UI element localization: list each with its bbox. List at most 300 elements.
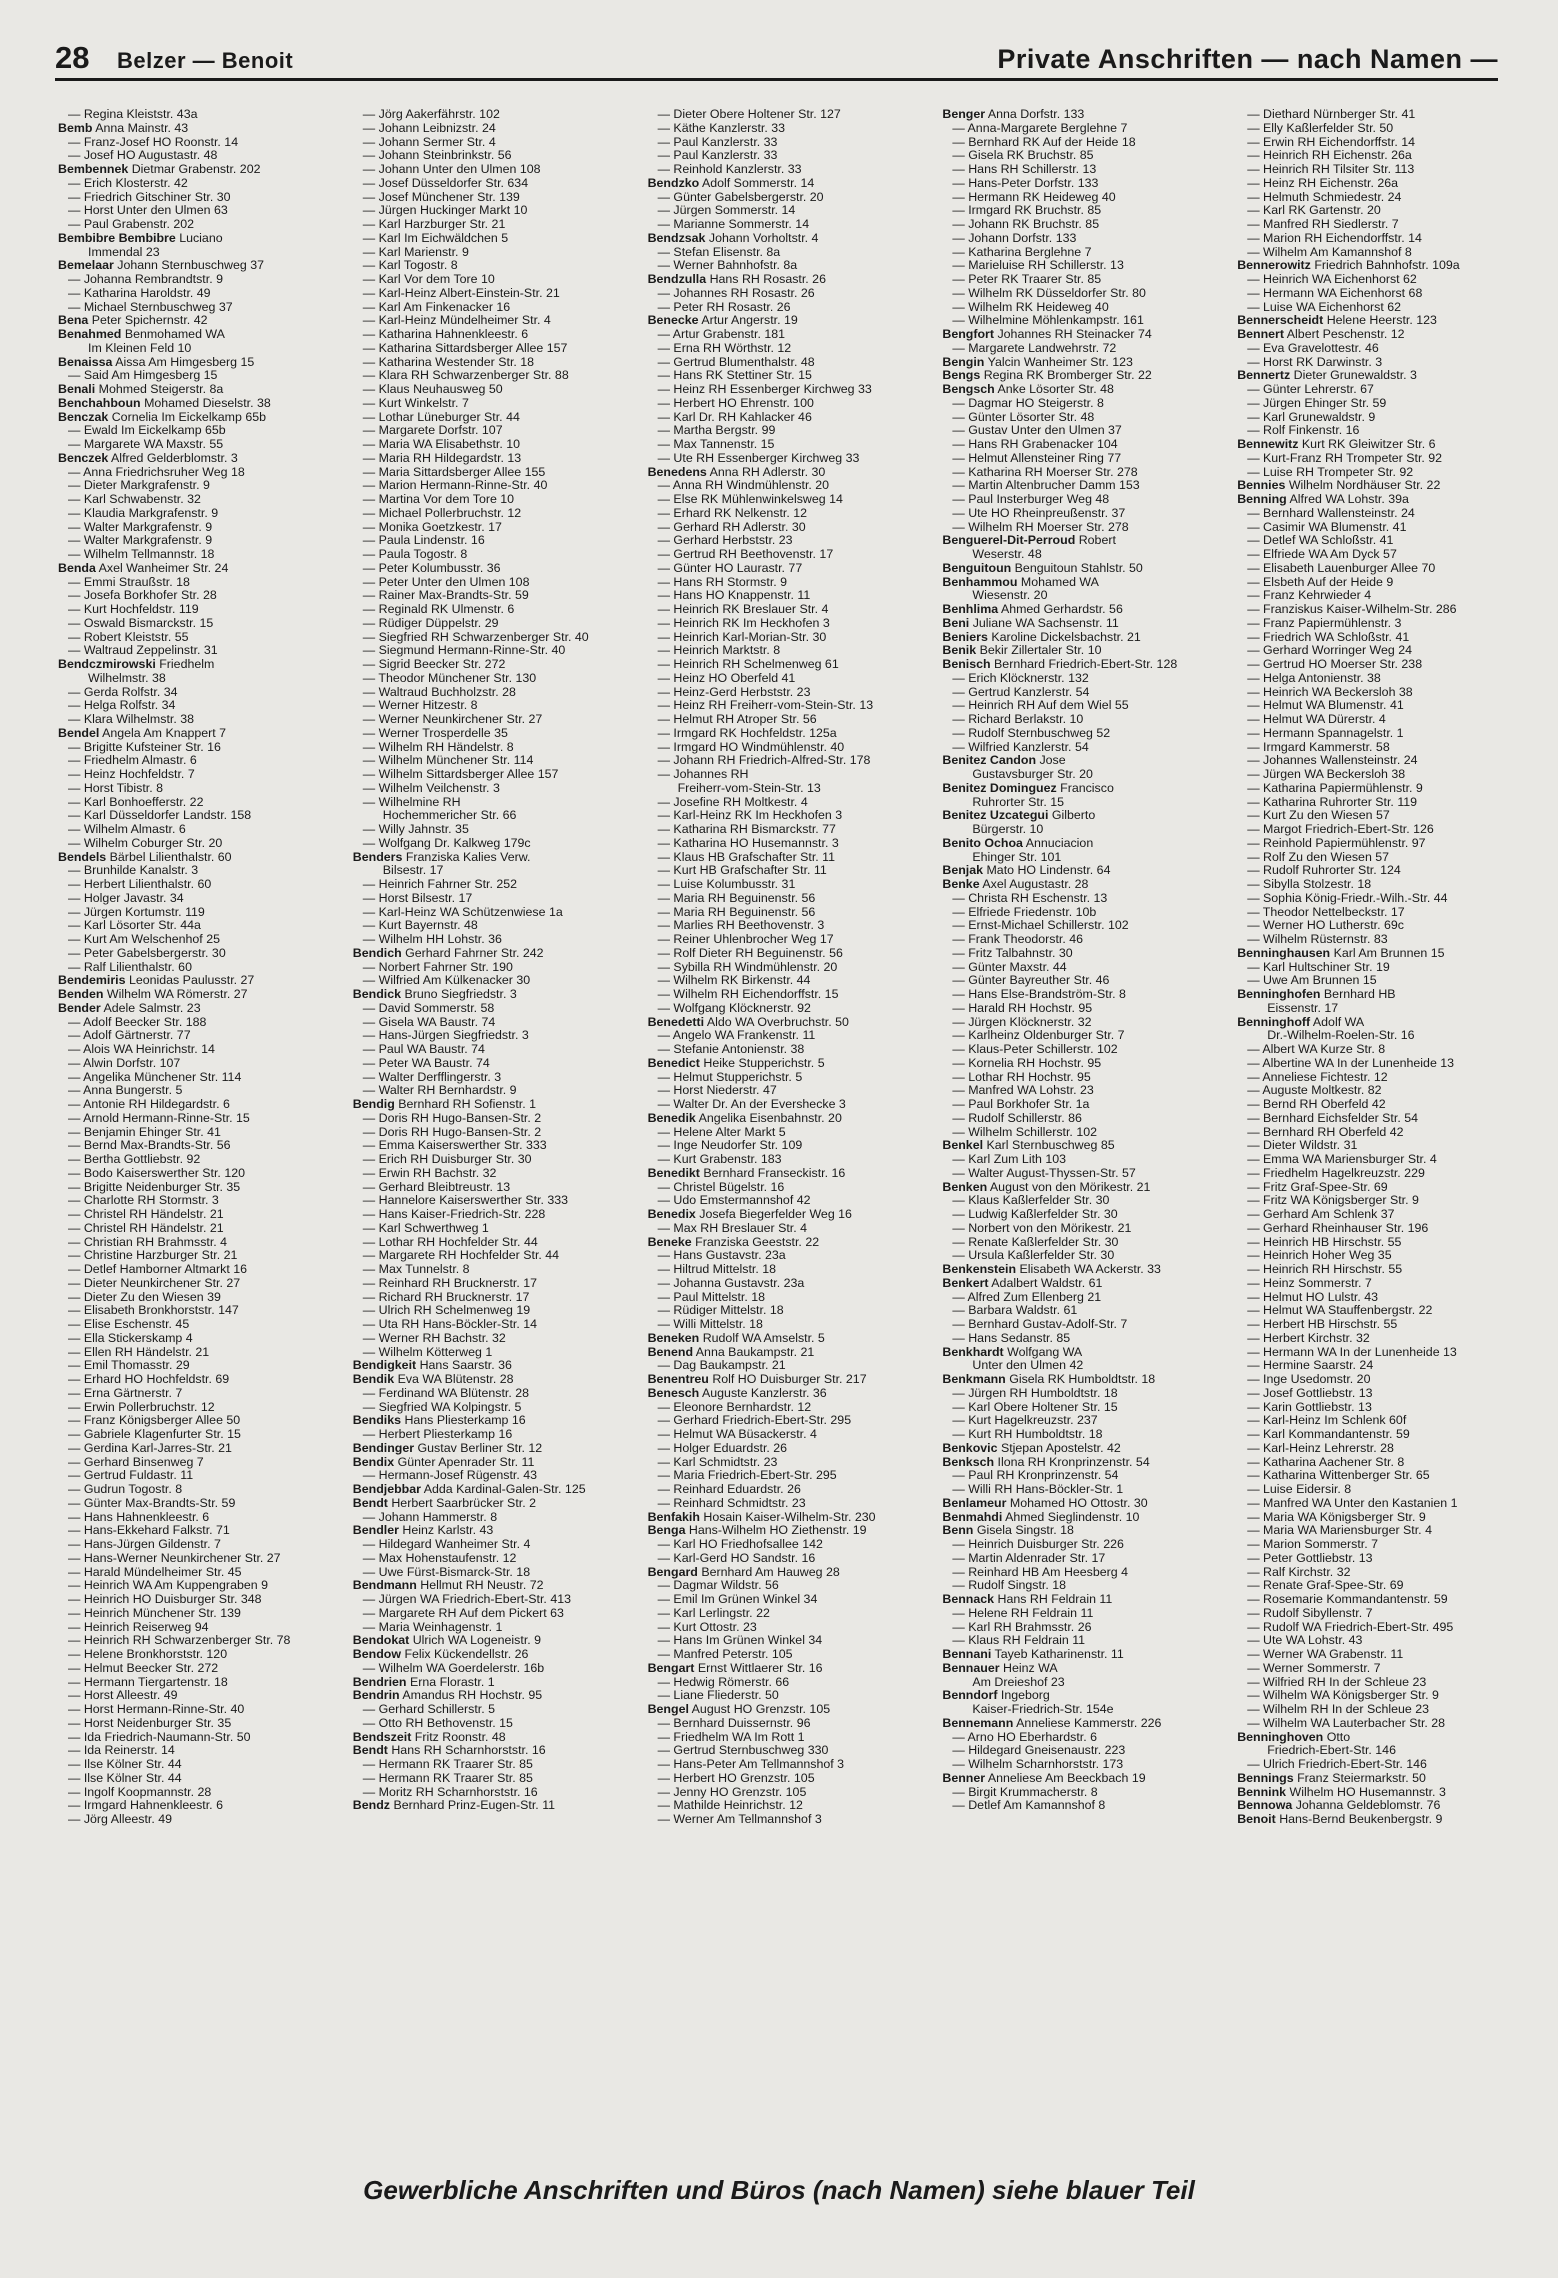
surname-entry	[648, 1236, 929, 1250]
listing-entry: — Werner Am Tellmannshof 3	[657, 1813, 822, 1826]
listing-entry: — Heinz RH Freiherr-vom-Stein-Str. 13	[657, 699, 874, 713]
listing-entry: — Horst Hermann-Rinne-Str. 40	[68, 1703, 245, 1716]
listing-detail: Gisela Singstr. 18	[976, 1524, 1074, 1538]
listing-entry: — Käthe Kanzlerstr. 33	[657, 121, 786, 135]
listing-entry: — Johann RK Bruchstr. 85	[952, 218, 1100, 231]
surname-entry	[942, 1181, 1223, 1195]
listing-entry: — Katharina RH Bismarckstr. 77	[657, 823, 836, 836]
listing-detail: Aissa Am Himgesberg 15	[115, 355, 255, 369]
surname-entry	[58, 411, 339, 425]
listing-entry: — Katharina Aachener Str. 8	[1247, 1455, 1405, 1469]
listing-entry: — Wilhelm WA Lauterbacher Str. 28	[1247, 1716, 1446, 1730]
listing-entry: — Gerhard Bleibtreustr. 13	[362, 1180, 511, 1194]
listing-entry: — Moritz RH Scharnhorststr. 16	[362, 1785, 538, 1799]
surname: Benkhardt	[942, 1345, 1004, 1359]
listing-entry: — Heinz RH Essenberger Kirchweg 33	[657, 383, 872, 396]
listing-entry: — Heinrich RK Breslauer Str. 4	[657, 603, 829, 616]
listing-entry: — Marieluise RH Schillerstr. 13	[952, 259, 1124, 273]
listing-detail: Anneliese Am Beeckbach 19	[987, 1771, 1146, 1785]
listing-entry: — Katharina HO Husemannstr. 3	[657, 836, 839, 850]
listing-detail: Benguitoun Stahlstr. 50	[1014, 561, 1143, 575]
listing-entry: — Heinrich Marktstr. 8	[657, 644, 781, 658]
listing-entry: — Günter Max-Brandts-Str. 59	[68, 1496, 236, 1510]
listing-entry: — Erich RH Duisburger Str. 30	[362, 1153, 532, 1166]
listing-entry: — Elfriede Friedenstr. 10b	[952, 905, 1097, 919]
directory-column-2	[353, 108, 634, 2143]
listing-entry: — Johann Hammerstr. 8	[362, 1510, 498, 1524]
directory-columns	[58, 108, 1518, 2143]
surname-entry	[648, 314, 929, 328]
listing-entry: — Manfred WA Lohstr. 23	[952, 1084, 1094, 1098]
listing-entry: — Detlef WA Schloßstr. 41	[1247, 534, 1394, 548]
listing-entry: — Wilhelm Sittardsberger Allee 157	[362, 768, 559, 781]
surname: Bennertz	[1237, 369, 1291, 383]
listing-entry: — Wilhelm WA Königsberger Str. 9	[1247, 1689, 1439, 1703]
surname-entry	[353, 1634, 634, 1648]
listing-entry: — Otto RH Bethovenstr. 15	[362, 1716, 513, 1730]
listing-entry: — Hermann WA In der Lunenheide 13	[1247, 1345, 1457, 1359]
surname-entry	[942, 644, 1223, 658]
surname-entry	[942, 356, 1223, 370]
listing-detail: Mohamed WA	[1020, 575, 1099, 589]
listing-entry: — Michael Pollerbruchstr. 12	[362, 506, 522, 520]
listing-entry: — Gerhard Friedrich-Ebert-Str. 295	[657, 1414, 852, 1428]
listing-entry: — Wilhelm Münchener Str. 114	[362, 754, 534, 768]
listing-entry: Freiherr-vom-Stein-Str. 13	[677, 781, 821, 795]
listing-entry: Wiesenstr. 20	[972, 589, 1048, 603]
listing-entry: — Karl-Heinz RK Im Heckhofen 3	[657, 809, 843, 823]
listing-detail: Friedhelm	[159, 658, 215, 671]
listing-entry: — Rudolf Singstr. 18	[952, 1579, 1067, 1593]
surname: Benhlima	[942, 603, 999, 616]
listing-entry: — Emmi Straußstr. 18	[68, 575, 190, 589]
surname-entry	[942, 658, 1223, 672]
surname-entry	[942, 1497, 1223, 1511]
listing-entry: — Brigitte Neidenburger Str. 35	[68, 1180, 241, 1194]
listing-entry: — Hermann RK Traarer Str. 85	[362, 1758, 533, 1771]
listing-entry: — Helene Bronkhorststr. 120	[68, 1648, 228, 1661]
listing-entry: — Wilhelm RH In der Schleue 23	[1247, 1703, 1429, 1716]
listing-entry: — Dieter Neunkirchener Str. 27	[68, 1276, 241, 1290]
surname-entry	[1237, 1731, 1518, 1745]
listing-entry: — Margot Friedrich-Ebert-Str. 126	[1247, 823, 1434, 836]
listing-entry: Bilsestr. 17	[382, 864, 444, 878]
listing-entry: — Karl HO Friedhofsallee 142	[657, 1538, 823, 1551]
listing-detail: Friedrich Bahnhofstr. 109a	[1314, 259, 1460, 273]
surname-entry	[353, 1497, 634, 1511]
surname-entry	[58, 851, 339, 865]
listing-entry: — Katharina Westender Str. 18	[362, 355, 535, 369]
listing-detail: Johannes RH Steinacker 74	[997, 328, 1152, 341]
listing-entry: — Erna RH Wörthstr. 12	[657, 341, 792, 355]
listing-entry: — Dieter Zu den Wiesen 39	[68, 1290, 221, 1304]
listing-entry: — Harald RH Hochstr. 95	[952, 1001, 1093, 1015]
listing-entry: — Paul Grabenstr. 202	[68, 218, 195, 231]
surname-entry	[353, 1689, 634, 1703]
listing-entry: — Bernhard Gustav-Adolf-Str. 7	[952, 1318, 1128, 1331]
listing-entry: — Katharina Sittardsberger Allee 157	[362, 341, 568, 355]
listing-entry: — Heinrich HO Duisburger Str. 348	[68, 1593, 262, 1606]
listing-entry: — Martin Altenbrucher Damm 153	[952, 479, 1140, 493]
listing-entry: — Katharina Wittenberger Str. 65	[1247, 1469, 1430, 1483]
listing-entry: — Ralf Kirchstr. 32	[1247, 1565, 1351, 1579]
listing-entry: — Gerhard Rheinhauser Str. 196	[1247, 1221, 1429, 1235]
surname: Benczak	[58, 410, 109, 424]
listing-entry: — Gerhard Am Schlenk 37	[1247, 1208, 1395, 1221]
surname-entry	[1237, 479, 1518, 493]
listing-entry: — Reinhard Schmidtstr. 23	[657, 1496, 806, 1510]
listing-entry: — Helmuth Schmiedestr. 24	[1247, 190, 1402, 204]
listing-entry: — Helmut RH Atroper Str. 56	[657, 713, 817, 726]
listing-entry: — Diethard Nürnberger Str. 41	[1247, 108, 1416, 121]
listing-detail: Adolf WA	[1312, 1015, 1365, 1029]
surname: Bendzsak	[647, 231, 706, 245]
surname: Benkel	[942, 1139, 984, 1153]
listing-entry: — Wilfried RH In der Schleue 23	[1247, 1675, 1427, 1689]
listing-entry: — Karl-Gerd HO Sandstr. 16	[657, 1551, 816, 1565]
listing-entry: — Werner Trosperdelle 35	[362, 726, 508, 740]
surname-entry	[648, 1511, 929, 1525]
listing-entry: — Maria Friedrich-Ebert-Str. 295	[657, 1469, 837, 1483]
surname: Bemb	[58, 121, 93, 135]
surname-entry	[942, 1593, 1223, 1607]
surname: Bengfort	[942, 328, 995, 341]
listing-detail: Ahmed Gerhardstr. 56	[1000, 603, 1123, 616]
listing-entry: — Elisabeth Bronkhorststr. 147	[68, 1304, 239, 1318]
listing-entry: — Gustav Unter den Ulmen 37	[952, 424, 1122, 438]
listing-entry: — Walter Dr. An der Evershecke 3	[657, 1098, 846, 1111]
surname: Benninghoven	[1237, 1730, 1324, 1744]
page-number: 28	[55, 40, 90, 75]
listing-entry: — Luise Eidersir. 8	[1247, 1483, 1352, 1496]
surname: Bendick	[352, 988, 401, 1001]
surname: Bennies	[1237, 479, 1286, 493]
listing-detail: Felix Kückendellstr. 26	[404, 1648, 529, 1661]
listing-entry: — Jürgen Sommerstr. 14	[657, 204, 796, 218]
listing-entry: — Kurt Am Welschenhof 25	[68, 933, 220, 946]
listing-entry: — Bernd RH Oberfeld 42	[1247, 1098, 1386, 1111]
listing-entry: — Heinrich RH Hirschstr. 55	[1247, 1263, 1403, 1276]
listing-entry: — Doris RH Hugo-Bansen-Str. 2	[362, 1111, 542, 1125]
listing-entry: — Lothar RH Hochfelder Str. 44	[362, 1235, 538, 1249]
listing-entry: — Max Tannenstr. 15	[657, 438, 775, 451]
surname: Bendokat	[352, 1634, 410, 1648]
surname-entry	[648, 1524, 929, 1538]
listing-entry: — Kurt HB Grafschafter Str. 11	[657, 864, 827, 878]
listing-detail: Hans-Wilhelm HO Ziethenstr. 19	[688, 1524, 867, 1538]
listing-entry: — Siegmund Hermann-Rinne-Str. 40	[362, 644, 566, 658]
listing-entry: — Ludwig Kaßlerfelder Str. 30	[952, 1208, 1118, 1221]
listing-entry: — Eleonore Bernhardstr. 12	[657, 1400, 812, 1414]
listing-entry: — Karl Lösorter Str. 44a	[68, 919, 201, 933]
surname: Benfakih	[647, 1510, 700, 1524]
listing-entry: — Ida Friedrich-Naumann-Str. 50	[68, 1730, 251, 1744]
surname-entry	[353, 1373, 634, 1387]
listing-entry: — Peter RK Traarer Str. 85	[952, 273, 1102, 286]
listing-entry: — Gabriele Klagenfurter Str. 15	[68, 1428, 241, 1441]
listing-entry: — Detlef Am Kamannshof 8	[952, 1799, 1106, 1813]
listing-entry: Weserstr. 48	[972, 548, 1042, 561]
surname: Bennack	[942, 1593, 995, 1606]
surname-entry	[942, 1524, 1223, 1538]
listing-entry: — Max Tunnelstr. 8	[362, 1263, 470, 1276]
surname: Bendz	[352, 1799, 390, 1813]
listing-entry: — Karl Am Finkenacker 16	[362, 300, 511, 314]
listing-detail: Ulrich WA Logeneistr. 9	[412, 1634, 542, 1648]
listing-entry: — Luise RH Trompeter Str. 92	[1247, 465, 1414, 479]
surname-entry	[648, 1703, 929, 1717]
listing-entry: — Franz Papiermühlenstr. 3	[1247, 616, 1402, 630]
listing-entry: — Hermann RK Traarer Str. 85	[362, 1771, 533, 1785]
listing-entry: — Jürgen Kortumstr. 119	[68, 905, 205, 919]
listing-entry: — Johann Steinbrinkstr. 56	[362, 149, 512, 163]
listing-entry: — Heinz Sommerstr. 7	[1247, 1276, 1372, 1290]
listing-entry: — Walter August-Thyssen-Str. 57	[952, 1166, 1136, 1180]
listing-entry: — Walter Derfflingerstr. 3	[362, 1070, 502, 1084]
surname: Benedikt	[647, 1166, 700, 1180]
listing-detail: Hosain Kaiser-Wilhelm-Str. 230	[703, 1510, 876, 1524]
surname-entry	[648, 1373, 929, 1387]
listing-entry: — Horst RK Darwinstr. 3	[1247, 355, 1383, 369]
surname: Bendjebbar	[352, 1483, 421, 1496]
listing-entry: — Helga Antonienstr. 38	[1247, 671, 1381, 685]
listing-entry: — Hannelore Kaiserswerther Str. 333	[362, 1194, 569, 1208]
listing-entry: — Franziskus Kaiser-Wilhelm-Str. 286	[1247, 603, 1457, 616]
listing-entry: — Heinrich Reiserweg 94	[68, 1620, 209, 1634]
surname-entry	[942, 1442, 1223, 1456]
listing-entry: — Hiltrud Mittelstr. 18	[657, 1263, 777, 1276]
surname-entry	[58, 974, 339, 988]
listing-detail: Karl Am Brunnen 15	[1333, 946, 1445, 960]
listing-entry: — Rudolf Ruhrorter Str. 124	[1247, 864, 1401, 878]
listing-entry: — Arno HO Eberhardstr. 6	[952, 1730, 1098, 1744]
listing-entry: — Kurt Zu den Wiesen 57	[1247, 809, 1390, 823]
surname-entry	[942, 1648, 1223, 1662]
listing-entry: — Klaus-Peter Schillerstr. 102	[952, 1043, 1118, 1056]
listing-entry: — Rainer Max-Brandts-Str. 59	[362, 589, 529, 603]
listing-detail: Heinz WA	[1003, 1661, 1058, 1675]
listing-entry: — Hans RH Stormstr. 9	[657, 575, 788, 589]
surname-entry	[58, 658, 339, 672]
listing-entry: — Katharina Ruhrorter Str. 119	[1247, 795, 1418, 809]
listing-entry: — Margarete Dorfstr. 107	[362, 424, 503, 438]
listing-entry: — Emma Kaiserswerther Str. 333	[362, 1139, 547, 1153]
surname-entry	[58, 727, 339, 741]
listing-entry: — Wilfried Am Külkenacker 30	[362, 974, 531, 988]
listing-entry: — Arnold Hermann-Rinne-Str. 15	[68, 1111, 250, 1125]
listing-entry: — Irmgard Kammerstr. 58	[1247, 740, 1390, 754]
listing-entry: — Irmgard RK Hochfeldstr. 125a	[657, 726, 837, 740]
listing-entry: — Robert Kleiststr. 55	[68, 630, 189, 644]
listing-entry: — Ute RH Essenberger Kirchweg 33	[657, 451, 860, 465]
listing-entry: — Günter Lösorter Str. 48	[952, 410, 1095, 424]
listing-entry: — Heinrich RH Auf dem Wiel 55	[952, 699, 1129, 713]
surname-entry	[942, 576, 1223, 590]
listing-detail: Gilberto	[1051, 809, 1096, 823]
listing-entry: — Gerhard Herbststr. 23	[657, 534, 793, 548]
surname: Benken	[942, 1180, 988, 1194]
surname: Benedetti	[647, 1015, 705, 1029]
surname: Bendow	[352, 1648, 401, 1661]
listing-entry: — Richard Berlakstr. 10	[952, 713, 1084, 726]
listing-entry: — Katharina Berglehne 7	[952, 245, 1092, 259]
surname-entry	[942, 603, 1223, 617]
listing-entry: — Josef Münchener Str. 139	[362, 190, 520, 204]
listing-entry: — Bernd Max-Brandts-Str. 56	[68, 1139, 231, 1153]
surname-entry	[58, 383, 339, 397]
listing-entry: — Herbert Lilienthalstr. 60	[68, 878, 212, 891]
listing-entry: — Anna-Margarete Berglehne 7	[952, 121, 1128, 135]
surname-entry	[942, 1263, 1223, 1277]
listing-entry: — Klaus HB Grafschafter Str. 11	[657, 850, 836, 864]
listing-entry: — Jürgen Huckinger Markt 10	[362, 204, 528, 218]
surname-entry	[353, 1731, 634, 1745]
surname: Benkmann	[942, 1373, 1006, 1386]
surname: Beneke	[647, 1235, 692, 1249]
surname: Bendich	[352, 946, 402, 960]
surname: Beni	[942, 616, 970, 630]
listing-entry: Im Kleinen Feld 10	[88, 341, 192, 355]
listing-entry: — Klaus Kaßlerfelder Str. 30	[952, 1194, 1110, 1208]
listing-entry: — Ella Stickerskamp 4	[68, 1331, 193, 1345]
listing-entry: — Kurt Ottostr. 23	[657, 1620, 757, 1634]
surname: Bendemiris	[58, 974, 126, 988]
listing-entry: — Margarete RH Hochfelder Str. 44	[362, 1249, 560, 1263]
listing-entry: — Frank Theodorstr. 46	[952, 933, 1084, 946]
listing-entry: — Paul WA Baustr. 74	[362, 1043, 485, 1056]
surname: Benedens	[647, 465, 707, 479]
surname: Bennani	[942, 1648, 992, 1661]
listing-entry: — Kornelia RH Hochstr. 95	[952, 1056, 1102, 1070]
listing-detail: Axel Wanheimer Str. 24	[98, 561, 229, 575]
listing-entry: — Helmut HO Lulstr. 43	[1247, 1290, 1379, 1304]
listing-entry: — Hans RH Schillerstr. 13	[952, 163, 1097, 176]
listing-entry: — Peter WA Baustr. 74	[362, 1056, 490, 1070]
listing-entry: — Bernhard RH Oberfeld 42	[1247, 1125, 1404, 1139]
surname: Bengs	[942, 369, 981, 383]
listing-entry: — Herbert Kirchstr. 32	[1247, 1331, 1370, 1345]
listing-entry: — Maria RH Hildegardstr. 13	[362, 451, 522, 465]
surname-entry	[942, 534, 1223, 548]
listing-entry: — Helene RH Feldrain 11	[952, 1606, 1094, 1620]
listing-entry: — Friedhelm WA Im Rott 1	[657, 1730, 805, 1744]
surname-entry	[648, 273, 929, 287]
surname-entry	[648, 1167, 929, 1181]
listing-detail: Wilhelm WA Römerstr. 27	[106, 988, 248, 1001]
listing-entry: — Gerhard Binsenweg 7	[68, 1455, 204, 1469]
listing-entry: — Karin Gottliebstr. 13	[1247, 1400, 1372, 1414]
listing-entry: — Johann Leibnizstr. 24	[362, 121, 496, 135]
listing-entry: — Helga Rolfstr. 34	[68, 699, 176, 713]
surname-entry	[648, 1332, 929, 1346]
listing-entry: — Jürgen WA Friedrich-Ebert-Str. 413	[362, 1593, 571, 1606]
listing-entry: — Theodor Nettelbeckstr. 17	[1247, 905, 1405, 919]
listing-entry: — Heinrich Fahrner Str. 252	[362, 878, 518, 891]
surname: Benoit	[1237, 1813, 1276, 1826]
listing-entry: Bürgerstr. 10	[972, 823, 1044, 836]
surname-entry	[1237, 1016, 1518, 1030]
listing-entry: — Hans-Peter Am Tellmannshof 3	[657, 1758, 844, 1771]
listing-entry: — Maria WA Mariensburger Str. 4	[1247, 1524, 1432, 1538]
listing-entry: — Gisela WA Baustr. 74	[362, 1015, 496, 1029]
listing-entry: — Gisela RK Bruchstr. 85	[952, 149, 1094, 163]
listing-entry: — Uwe Fürst-Bismarck-Str. 18	[362, 1565, 531, 1579]
listing-detail: Axel Augustastr. 28	[982, 878, 1089, 891]
listing-entry: — Heinrich Duisburger Str. 226	[952, 1538, 1124, 1551]
listing-entry: — Hans RH Grabenacker 104	[952, 438, 1118, 451]
listing-entry: — Margarete RH Auf dem Pickert 63	[362, 1606, 564, 1620]
surname-entry	[353, 1744, 634, 1758]
listing-entry: — David Sommerstr. 58	[362, 1001, 495, 1015]
listing-entry: — Wilhelm Veilchenstr. 3	[362, 781, 500, 795]
listing-entry: — Johannes RH	[657, 768, 749, 781]
listing-detail: Hans Pliesterkamp 16	[404, 1414, 526, 1428]
listing-detail: Jose	[1039, 754, 1066, 768]
listing-detail: August HO Grenzstr. 105	[691, 1703, 831, 1716]
listing-entry: — Josef HO Augustastr. 48	[68, 149, 218, 163]
listing-entry: — Hermann Spannagelstr. 1	[1247, 726, 1404, 740]
surname: Benga	[647, 1524, 686, 1538]
listing-entry: — Karl Harzburger Str. 21	[362, 218, 506, 231]
listing-entry: — Werner HO Lutherstr. 69c	[1247, 919, 1404, 933]
listing-detail: Alfred Gelderblomstr. 3	[111, 451, 238, 465]
listing-entry: — Ursula Kaßlerfelder Str. 30	[952, 1249, 1115, 1263]
listing-entry: — Siegfried RH Schwarzenberger Str. 40	[362, 630, 589, 644]
listing-entry: — Maria Sittardsberger Allee 155	[362, 465, 546, 479]
surname: Benkert	[942, 1276, 989, 1290]
listing-entry: — Hans Else-Brandström-Str. 8	[952, 988, 1126, 1001]
surname-entry	[942, 383, 1223, 397]
listing-entry: — Heinrich RK Im Heckhofen 3	[657, 616, 830, 630]
directory-column-1	[58, 108, 339, 2143]
listing-entry: — Gertrud Sternbuschweg 330	[657, 1744, 829, 1758]
listing-entry: — Adolf Gärtnerstr. 77	[68, 1029, 191, 1043]
surname-entry	[1237, 988, 1518, 1002]
listing-entry: — Theodor Münchener Str. 130	[362, 671, 537, 685]
listing-entry: — Oswald Bismarckstr. 15	[68, 616, 214, 630]
listing-entry: — Peter Gabelsbergerstr. 30	[68, 946, 226, 960]
listing-detail: Franz Steiermarkstr. 50	[1297, 1771, 1426, 1785]
listing-entry: — Werner Hitzestr. 8	[362, 699, 478, 713]
listing-entry: — Johanna Gustavstr. 23a	[657, 1276, 805, 1290]
surname: Beniers	[942, 630, 988, 644]
listing-entry: — Hermann RK Heideweg 40	[952, 190, 1116, 204]
listing-entry: — Peter RH Rosastr. 26	[657, 300, 791, 314]
surname-entry	[942, 1456, 1223, 1470]
listing-entry: — Klara RH Schwarzenberger Str. 88	[362, 369, 569, 383]
listing-entry: — Werner Bahnhofstr. 8a	[657, 259, 798, 273]
surname: Benkovic	[942, 1441, 998, 1455]
listing-entry: — Herbert HO Grenzstr. 105	[657, 1771, 815, 1785]
surname: Benning	[1237, 493, 1287, 506]
listing-detail: Ilona RH Kronprinzenstr. 54	[997, 1455, 1150, 1469]
listing-entry: — Wilhelm Am Kamannshof 8	[1247, 245, 1412, 259]
listing-entry: — Helmut WA Dürerstr. 4	[1247, 713, 1386, 726]
listing-entry: — Wilhelm RK Düsseldorfer Str. 80	[952, 286, 1146, 300]
listing-entry: — Brunhilde Kanalstr. 3	[68, 864, 199, 878]
surname: Bendzulla	[647, 273, 707, 286]
listing-entry: — Stefan Elisenstr. 8a	[657, 245, 781, 259]
listing-detail: Hans-Bernd Beukenbergstr. 9	[1279, 1813, 1443, 1826]
listing-entry: — Erwin RH Eichendorffstr. 14	[1247, 135, 1415, 149]
listing-entry: — Reinhold Kanzlerstr. 33	[657, 163, 802, 176]
listing-entry: — Norbert Fahrner Str. 190	[362, 960, 513, 974]
listing-detail: Amandus RH Hochstr. 95	[402, 1689, 543, 1703]
listing-detail: Mohamed HO Ottostr. 30	[1009, 1496, 1148, 1510]
listing-entry: — Karl Düsseldorfer Landstr. 158	[68, 809, 252, 823]
surname-entry	[942, 1277, 1223, 1291]
listing-entry: — Gertrud RH Beethovenstr. 17	[657, 548, 834, 561]
